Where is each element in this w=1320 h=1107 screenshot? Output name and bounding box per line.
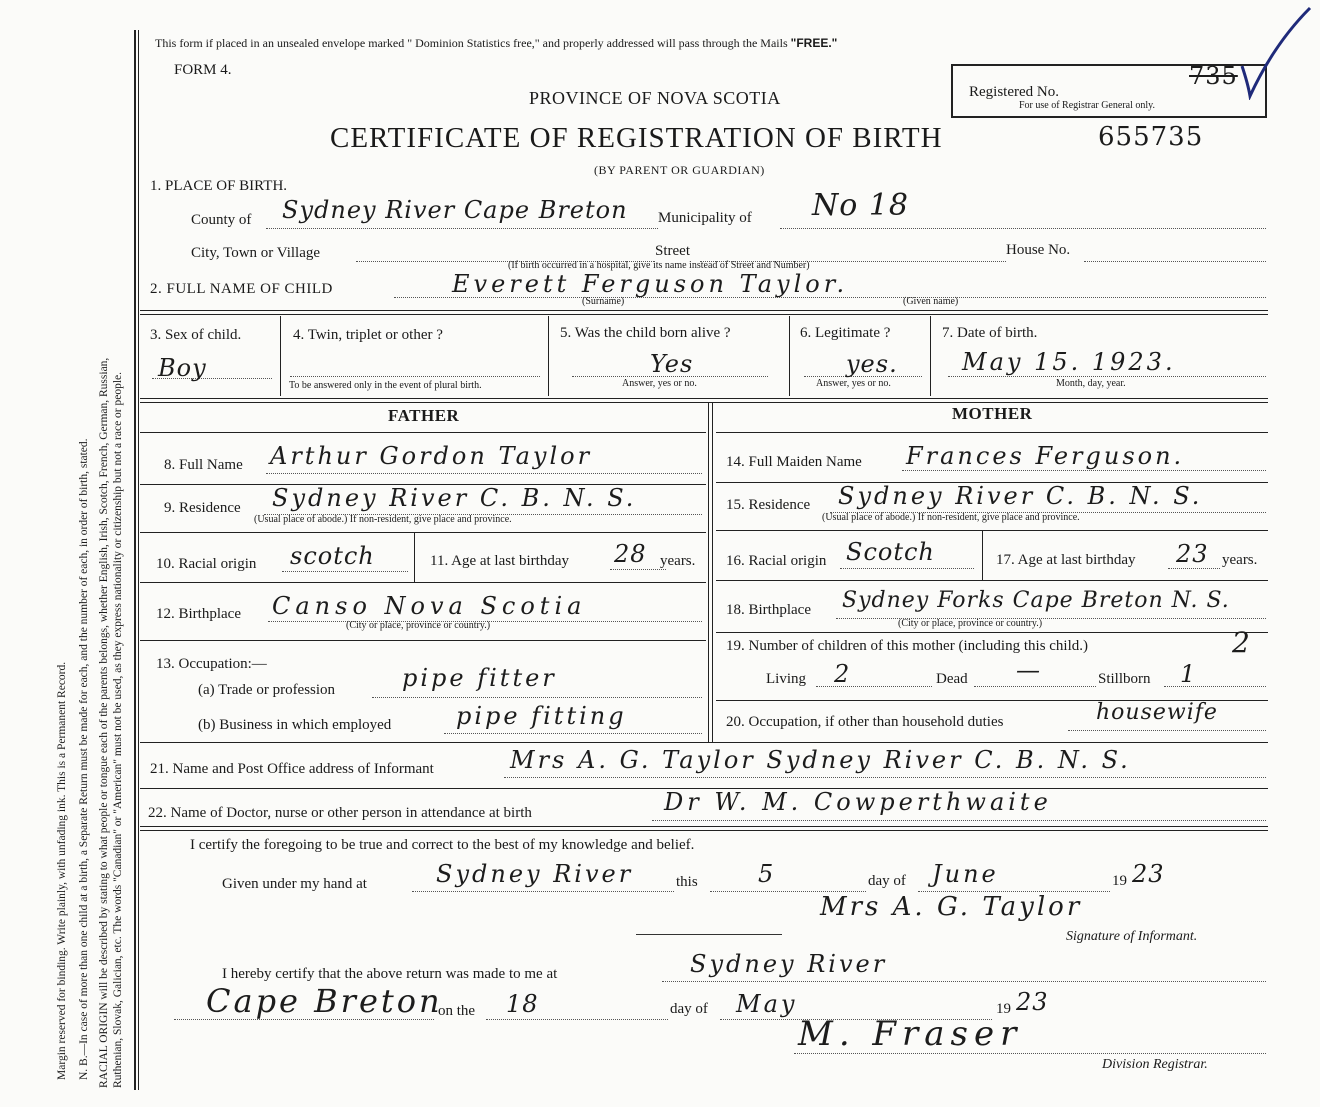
alive-label: 5. Was the child born alive ?: [560, 325, 731, 341]
mother-race-label: 16. Racial origin: [726, 553, 827, 569]
registrar-day-of-label: day of: [670, 1001, 708, 1017]
margin-note-3: RACIAL ORIGIN will be described by stating to what people or tongue each of the parents belongs, whether English, Irish, Scotch, French, German, Russian,: [98, 357, 110, 1088]
registrar-signature: M. Fraser: [798, 1014, 1023, 1054]
mother-age-value: 23: [1176, 540, 1209, 568]
informant-label: 21. Name and Post Office address of Informant: [150, 761, 434, 777]
registrar-day-value: 18: [506, 990, 539, 1018]
father-name-label: 8. Full Name: [164, 457, 243, 473]
registrar-place-value-2: Cape Breton: [206, 982, 443, 1020]
father-race-label: 10. Racial origin: [156, 556, 257, 572]
mother-occupation-value: housewife: [1096, 700, 1218, 725]
margin-note-1: Margin reserved for binding. Write plainly, with unfading ink. This is a Permanent Record.: [56, 661, 68, 1080]
registrar-signature-label: Division Registrar.: [1102, 1057, 1208, 1072]
informant-signature-label: Signature of Informant.: [1066, 929, 1198, 944]
father-age-label: 11. Age at last birthday: [430, 553, 569, 569]
informant-signature: Mrs A. G. Taylor: [820, 892, 1083, 922]
twin-note: To be answered only in the event of plural birth.: [289, 380, 482, 391]
children-count-value: 2: [1232, 626, 1251, 659]
certify-statement: I certify the foregoing to be true and correct to the best of my knowledge and belief.: [190, 837, 695, 853]
registrar-year-prefix: 19: [996, 1001, 1011, 1017]
twin-label: 4. Twin, triplet or other ?: [293, 327, 443, 343]
father-age-years: years.: [660, 553, 696, 569]
registered-value: 735: [1189, 62, 1238, 90]
dob-value: May 15. 1923.: [962, 348, 1176, 376]
street-label: Street: [655, 243, 690, 259]
registered-box: [951, 64, 1267, 118]
father-trade-label: (a) Trade or profession: [198, 682, 336, 698]
stillborn-label: Stillborn: [1098, 671, 1151, 687]
mother-age-years: years.: [1222, 552, 1258, 568]
given-year-prefix: 19: [1112, 873, 1127, 889]
legitimate-note: Answer, yes or no.: [816, 378, 891, 389]
children-count-label: 19. Number of children of this mother (including this child.): [726, 638, 1089, 654]
margin-rule-2: [138, 30, 139, 1090]
given-day-of-label: day of: [868, 873, 906, 889]
mail-free: "FREE.": [790, 36, 838, 50]
margin-note-4: Ruthenian, Slovak, Galician, etc. The words "Canadian" or "American" must not be used, as they express nationality or citizenship but not a race or people.: [112, 371, 124, 1088]
living-label: Living: [766, 671, 806, 687]
father-race-value: scotch: [290, 542, 375, 570]
stillborn-value: 1: [1180, 660, 1197, 688]
county-value: Sydney River Cape Breton: [282, 196, 628, 224]
alive-note: Answer, yes or no.: [622, 378, 697, 389]
mother-heading: MOTHER: [952, 404, 1033, 423]
margin-rule: [134, 30, 136, 1090]
house-no-label: House No.: [1006, 242, 1071, 258]
place-of-birth-heading: 1. PLACE OF BIRTH.: [150, 178, 288, 194]
father-residence-label: 9. Residence: [164, 500, 241, 516]
mother-race-value: Scotch: [846, 538, 935, 566]
mother-residence-label: 15. Residence: [726, 497, 811, 513]
given-place-value: Sydney River: [436, 860, 634, 888]
hospital-note: (If birth occurred in a hospital, give its name instead of Street and Number): [508, 260, 810, 271]
father-birthplace-note: (City or place, province or country.): [346, 620, 491, 631]
child-name-label: 2. FULL NAME OF CHILD: [150, 281, 333, 297]
father-birthplace-label: 12. Birthplace: [156, 606, 241, 622]
province-heading: PROVINCE OF NOVA SCOTIA: [529, 88, 781, 108]
legitimate-label: 6. Legitimate ?: [800, 325, 891, 341]
father-heading: FATHER: [388, 406, 460, 425]
registrar-year-value: 23: [1016, 988, 1049, 1016]
father-residence-note: (Usual place of abode.) If non-resident, give place and province.: [254, 514, 512, 525]
registrar-place-value: Sydney River: [690, 950, 888, 978]
city-label: City, Town or Village: [191, 245, 321, 261]
page-title: CERTIFICATE OF REGISTRATION OF BIRTH: [330, 122, 943, 154]
municipality-label: Municipality of: [658, 210, 752, 226]
child-name-value: Everett Ferguson Taylor.: [452, 270, 849, 298]
father-birthplace-value: Canso Nova Scotia: [272, 592, 587, 620]
mother-age-label: 17. Age at last birthday: [996, 552, 1136, 568]
dead-value: —: [1016, 656, 1041, 684]
mother-residence-note: (Usual place of abode.) If non-resident, give place and province.: [822, 512, 1080, 523]
dob-label: 7. Date of birth.: [942, 325, 1038, 341]
given-label: Given under my hand at: [222, 876, 367, 892]
sex-value: Boy: [158, 354, 207, 382]
legitimate-value: yes.: [846, 350, 898, 378]
given-name-note: (Given name): [903, 296, 959, 307]
father-name-value: Arthur Gordon Taylor: [270, 442, 593, 470]
mother-name-label: 14. Full Maiden Name: [726, 454, 862, 470]
county-label: County of: [191, 212, 252, 228]
informant-value: Mrs A. G. Taylor Sydney River C. B. N. S.: [510, 746, 1131, 774]
given-day-value: 5: [758, 860, 775, 888]
given-year-value: 23: [1132, 860, 1165, 888]
sex-label: 3. Sex of child.: [150, 327, 242, 343]
municipality-value: No 18: [812, 188, 910, 223]
alive-value: Yes: [650, 350, 694, 378]
dob-note: Month, day, year.: [1056, 378, 1126, 389]
registered-label: Registered No.: [969, 84, 1059, 100]
page-subtitle: (BY PARENT OR GUARDIAN): [594, 163, 765, 177]
mother-residence-value: Sydney River C. B. N. S.: [838, 482, 1203, 510]
mail-note: This form if placed in an unsealed envelope marked " Dominion Statistics free," and properly addressed will pass through the Mails "FREE.": [155, 36, 838, 50]
surname-note: (Surname): [582, 296, 625, 307]
registrar-on-the-label: on the: [438, 1003, 476, 1019]
form-number: FORM 4.: [174, 62, 232, 78]
registrar-certify-label: I hereby certify that the above return was made to me at: [222, 966, 558, 982]
mother-birthplace-value: Sydney Forks Cape Breton N. S.: [842, 588, 1230, 613]
margin-note-2: N. B.—In case of more than one child at a birth, a Separate Return must be made for each, and the number of each, in order of birth, stated.: [78, 438, 90, 1080]
living-value: 2: [834, 660, 851, 688]
check-mark: [1234, 4, 1314, 100]
mother-birthplace-note: (City or place, province or country.): [898, 618, 1043, 629]
certificate-number: 655735: [1098, 122, 1204, 152]
dead-label: Dead: [936, 671, 968, 687]
registrar-month-value: May: [736, 990, 798, 1018]
rule-after-name: [140, 310, 1268, 311]
this-label: this: [676, 874, 698, 890]
doctor-label: 22. Name of Doctor, nurse or other person in attendance at birth: [148, 805, 532, 821]
father-trade-value: pipe fitter: [402, 664, 557, 692]
father-occupation-heading: 13. Occupation:—: [156, 656, 267, 672]
father-residence-value: Sydney River C. B. N. S.: [272, 484, 637, 512]
registered-note: For use of Registrar General only.: [1019, 100, 1155, 111]
parents-divider: [708, 402, 709, 742]
father-business-label: (b) Business in which employed: [198, 717, 392, 733]
doctor-value: Dr W. M. Cowperthwaite: [664, 788, 1052, 816]
father-age-value: 28: [614, 540, 647, 568]
given-month-value: June: [932, 860, 999, 888]
mother-name-value: Frances Ferguson.: [906, 442, 1185, 470]
father-business-value: pipe fitting: [456, 702, 627, 730]
mother-occupation-label: 20. Occupation, if other than household duties: [726, 714, 1004, 730]
mother-birthplace-label: 18. Birthplace: [726, 602, 811, 618]
